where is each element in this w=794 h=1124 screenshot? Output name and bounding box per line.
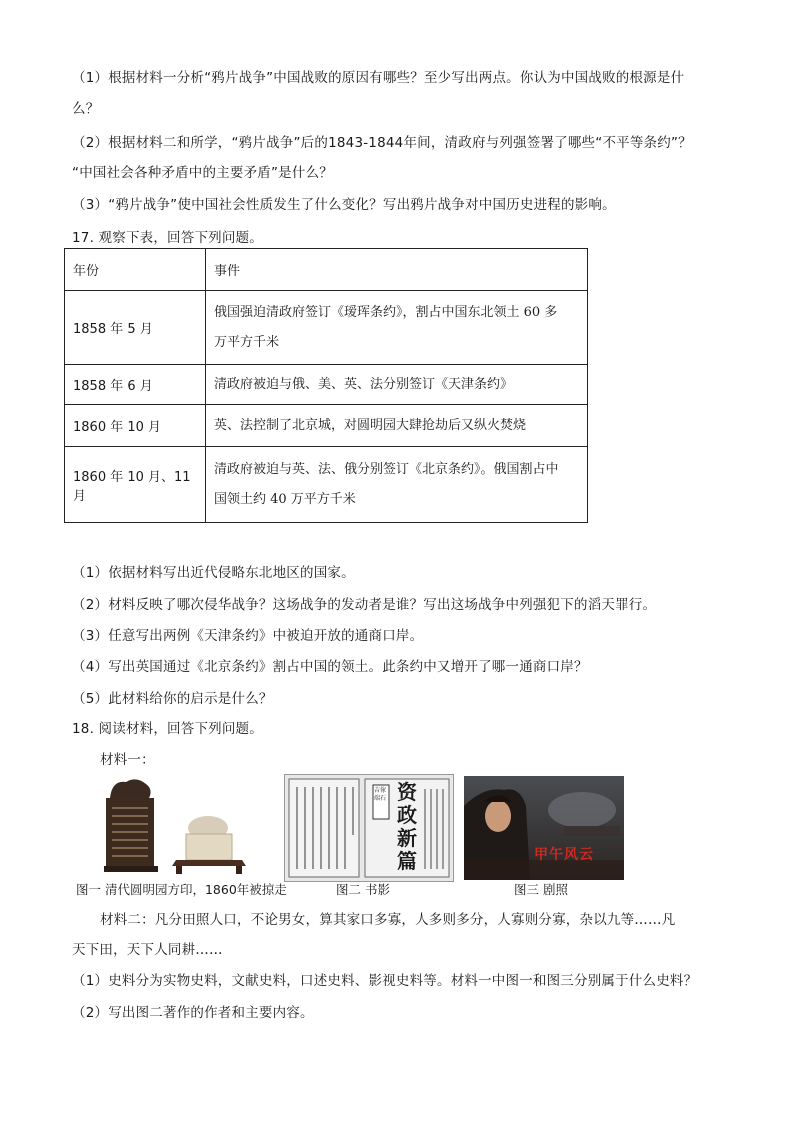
table-row: [65, 405, 588, 447]
table-header-row: [65, 249, 588, 291]
q17-question-4: （4）写出英国通过《北京条约》割占中国的领土。此条约中又增开了哪一通商口岸？: [72, 659, 588, 675]
material2-line2: 天下田，天下人同耕……: [72, 942, 223, 958]
jade-seal: [186, 834, 232, 860]
caption-fig3: 图三 剧照: [514, 882, 568, 897]
table-row: [65, 365, 588, 405]
row-event-line: 万平方千米: [214, 334, 280, 350]
q17-question-3: （3）任意写出两例《天津条约》中被迫开放的通商口岸。: [72, 628, 424, 644]
row-event: 清政府被迫与俄、美、英、法分别签订《天津条约》: [206, 365, 588, 405]
figure-book: [284, 774, 454, 882]
seal-stand: [172, 860, 246, 866]
q18-question-2: （2）写出图二著作的作者和主要内容。: [72, 1005, 314, 1021]
material1-label: 材料一：: [100, 752, 155, 768]
header-year: 年份: [65, 249, 206, 291]
q17-question-2: （2）材料反映了哪次侵华战争？这场战争的发动者是谁？写出这场战争中列强犯下的滔天罪行。: [72, 597, 657, 613]
row-year: 1858 年 6 月: [65, 365, 206, 405]
dragon-knob: [110, 779, 151, 800]
table-row: [65, 291, 588, 365]
q16-sub1-line2: 么？: [72, 101, 100, 117]
q16-sub2-line2: “中国社会各种矛盾中的主要矛盾”是什么？: [72, 165, 333, 181]
q16-sub2-line1: （2）根据材料二和所学，“鸦片战争”后的1843-1844年间，清政府与列强签署了哪些“不平等条约”？: [72, 135, 692, 151]
material2-line1: 材料二：凡分田照人口，不论男女，算其家口多寡，人多则多分，人寡则分寡，杂以九等……凡: [100, 912, 676, 928]
q18-title: 18. 阅读材料，回答下列问题。: [72, 721, 263, 737]
caption-fig1: 图一 清代圆明园方印，1860年被掠走: [76, 882, 287, 897]
film-still-illustration: [464, 776, 624, 880]
events-table: [64, 248, 588, 523]
row-event-line: 清政府被迫与英、法、俄分别签订《北京条约》。俄国割占中: [214, 461, 559, 477]
q17-title: 17. 观察下表，回答下列问题。: [72, 230, 263, 246]
row-year: 1860 年 10 月、11 月: [65, 447, 206, 523]
row-year: 1858 年 5 月: [65, 291, 206, 365]
q18-question-1: （1）史料分为实物史料，文献史料，口述史料、影视史料等。材料一中图一和图三分别属于什么史料？: [72, 973, 698, 989]
film-title: 甲午风云: [534, 847, 594, 863]
header-event: 事件: [206, 249, 588, 291]
seal-illustration: [96, 776, 276, 878]
book-cover-title: 资政新篇: [397, 780, 417, 873]
row-year: 1860 年 10 月: [65, 405, 206, 447]
figure-film-still: [464, 776, 624, 880]
book-label: 吉傢端石: [374, 787, 387, 802]
row-event-line: 俄国强迫清政府签订《瑷珲条约》，割占中国东北领土 60 多: [214, 304, 558, 320]
table-row: [65, 447, 588, 523]
q16-sub3: （3）“鸦片战争”使中国社会性质发生了什么变化？写出鸦片战争对中国历史进程的影响。: [72, 197, 616, 213]
row-event: [206, 291, 588, 365]
figure-seals: [96, 776, 276, 878]
row-event: [206, 447, 588, 523]
row-event: 英、法控制了北京城，对圆明园大肆抢劫后又纵火焚烧: [206, 405, 588, 447]
q16-sub1-line1: （1）根据材料一分析“鸦片战争”中国战败的原因有哪些？至少写出两点。你认为中国战败的根源是什: [72, 70, 685, 86]
q17-question-5: （5）此材料给你的启示是什么？: [72, 691, 273, 707]
face: [485, 800, 511, 832]
caption-fig2: 图二 书影: [336, 882, 390, 897]
q17-question-1: （1）依据材料写出近代侵略东北地区的国家。: [72, 565, 355, 581]
book-pages-illustration: [285, 775, 453, 881]
row-event-line: 国领土约 40 万平方千米: [214, 491, 356, 507]
